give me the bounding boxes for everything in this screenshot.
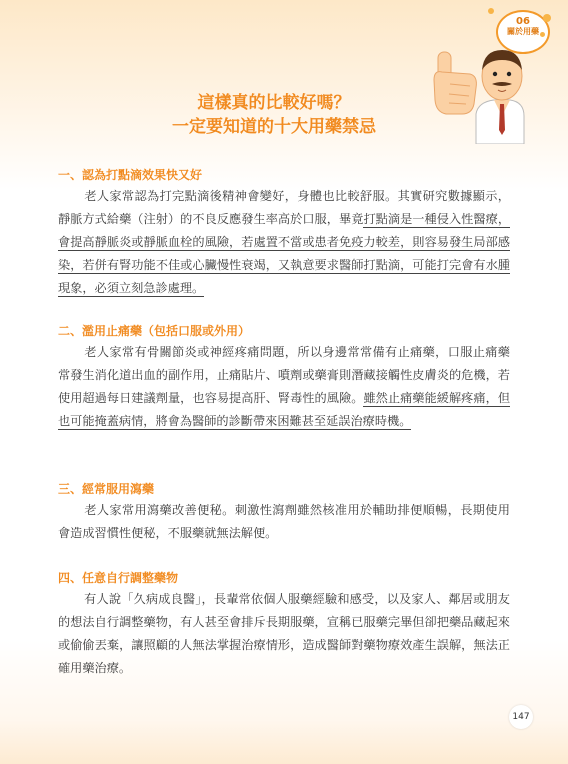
body-text: 老人家常認為打完點滴後精神會變好，身體也比較舒服。其實研究數據顯示，靜脈方式給藥（注射）的不良反應發生率高於口服，畢竟 bbox=[58, 189, 510, 226]
chapter-number: 06 bbox=[516, 16, 530, 27]
body-text: 老人家常用瀉藥改善便秘。刺激性瀉劑雖然核准用於輔助排便順暢，長期使用會造成習慣性便秘，不服藥就無法解便。 bbox=[58, 503, 510, 540]
page-title-line-1: 這樣真的比較好嗎？ bbox=[197, 93, 351, 113]
section-heading-3: 三、經常服用瀉藥 bbox=[58, 482, 155, 496]
section-heading-1: 一、認為打點滴效果快又好 bbox=[58, 168, 203, 182]
decor-dot bbox=[543, 14, 551, 22]
highlighted-text: 打點滴是一種侵入性醫療，會提高靜脈炎或靜脈血栓的風險，若處置不當或患者免疫力較差，則容易發生局部感染，若併有腎功能不佳或心臟慢性衰竭，又執意要求醫師打點滴，可能打完會有水腫現象，必須立刻急診處理。 bbox=[58, 212, 511, 295]
decor-dot bbox=[488, 8, 494, 14]
highlighted-text: 雖然止痛藥能緩解疼痛，但也可能掩蓋病情，將會為醫師的診斷帶來困難甚至延誤治療時機。 bbox=[58, 391, 511, 428]
doctor-illustration bbox=[432, 40, 528, 144]
decor-dot bbox=[540, 32, 545, 37]
page-number: 147 bbox=[509, 705, 533, 729]
section-body-4 bbox=[58, 588, 510, 680]
section-body-2 bbox=[58, 341, 510, 433]
section-heading-2: 二、濫用止痛藥（包括口服或外用） bbox=[58, 324, 251, 338]
section-heading-4: 四、任意自行調整藥物 bbox=[58, 571, 179, 585]
body-text: 老人家常有骨關節炎或神經疼痛問題，所以身邊常常備有止痛藥，口服止痛藥常發生消化道出血的副作用，止痛貼片、噴劑或藥膏則潛藏接觸性皮膚炎的危機，若使用超過每日建議劑量，也容易提高肝、腎毒性的風險。 bbox=[58, 345, 510, 405]
section-body-3 bbox=[58, 499, 510, 545]
body-text: 有人說「久病成良醫」，長輩常依個人服藥經驗和感受，以及家人、鄰居或朋友的想法自行調整藥物，有人甚至會排斥長期服藥，宣稱已服藥完畢但卻把藥品藏起來或偷偷丟棄，讓照顧的人無法掌握治療情形，造成醫師對藥物療效產生誤解，無法正確用藥治療。 bbox=[58, 592, 510, 675]
pointing-hand-icon bbox=[434, 52, 476, 114]
section-body-1 bbox=[58, 185, 510, 300]
chapter-label: 關於用藥 bbox=[507, 26, 539, 36]
page-title-line-2: 一定要知道的十大用藥禁忌 bbox=[172, 117, 376, 137]
